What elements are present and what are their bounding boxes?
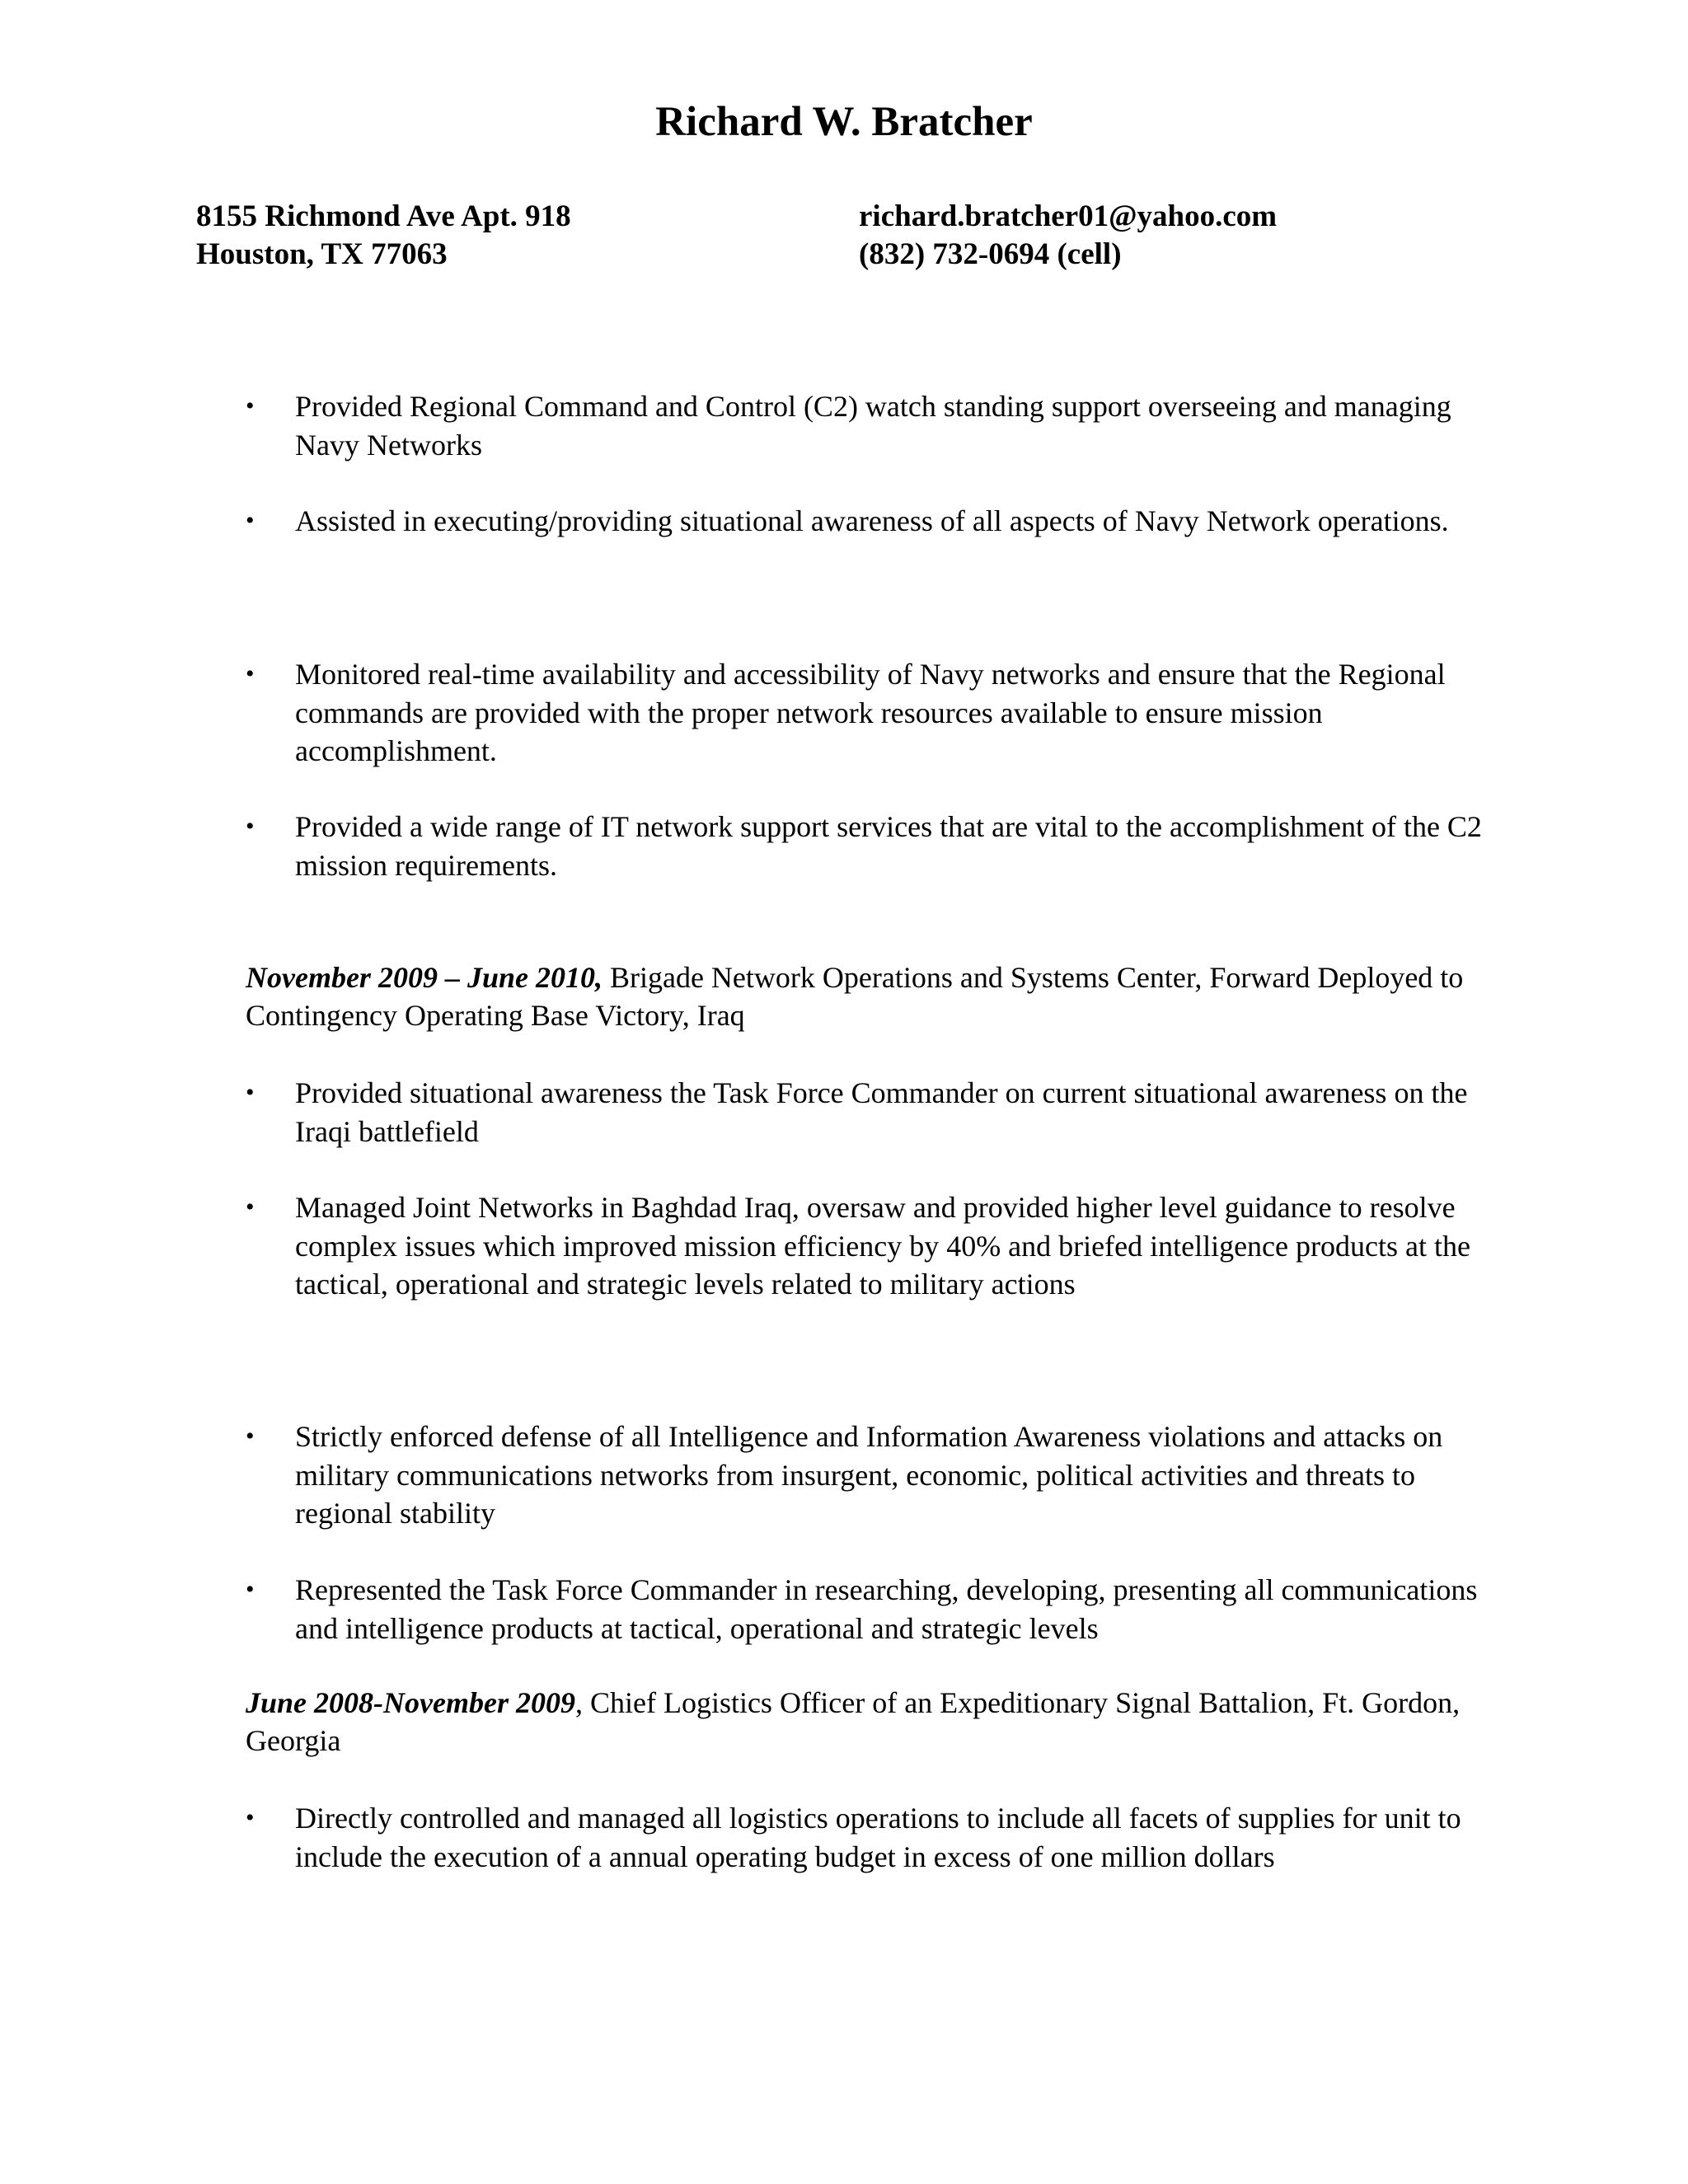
address-line-1: 8155 Richmond Ave Apt. 918 bbox=[196, 199, 571, 233]
email-text: richard.bratcher01@yahoo.com bbox=[859, 199, 1278, 233]
contact-block bbox=[859, 198, 1277, 274]
bullet-icon: • bbox=[246, 1804, 255, 1831]
bullet-icon: • bbox=[246, 813, 255, 840]
bullet-text: Provided Regional Command and Control (C2) watch standing support overseeing and managing Navy Networks bbox=[295, 390, 1451, 462]
phone-text: (832) 732-0694 (cell) bbox=[859, 237, 1122, 271]
bullet-text: Strictly enforced defense of all Intelligence and Information Awareness violations and attacks on military communications networks from insurgent, economic, political activities and threats to regional stability bbox=[295, 1420, 1443, 1530]
bullet-text: Directly controlled and managed all logistics operations to include all facets of supplies for unit to include the execution of a annual operating budget in excess of one million dollars bbox=[295, 1802, 1461, 1873]
address-block bbox=[196, 198, 571, 274]
bullet-icon: • bbox=[246, 392, 255, 419]
address-line-2: Houston, TX 77063 bbox=[196, 237, 448, 271]
job-description: Brigade Network Operations and Systems Center, Forward Deployed to Contingency Operating Base Victory, Iraq bbox=[246, 961, 1464, 1032]
candidate-name: Richard W. Bratcher bbox=[655, 99, 1033, 145]
job-dates: November 2009 – June 2010, bbox=[246, 961, 603, 994]
job-dates: June 2008-November 2009 bbox=[246, 1686, 575, 1719]
bullet-text: Provided a wide range of IT network support services that are vital to the accomplishment of the C2 mission requirements. bbox=[295, 810, 1482, 882]
bullet-icon: • bbox=[246, 1422, 255, 1450]
job-description: , Chief Logistics Officer of an Expeditionary Signal Battalion, Ft. Gordon, Georgia bbox=[246, 1686, 1461, 1757]
bullet-icon: • bbox=[246, 1193, 255, 1221]
bullet-icon: • bbox=[246, 1576, 255, 1603]
job-heading bbox=[246, 1684, 1482, 1760]
bullet-text: Assisted in executing/providing situational awareness of all aspects of Navy Network operations. bbox=[295, 504, 1449, 537]
job-heading bbox=[246, 958, 1482, 1034]
bullet-icon: • bbox=[246, 1079, 255, 1106]
bullet-text: Provided situational awareness the Task Force Commander on current situational awareness on the Iraqi battlefield bbox=[295, 1076, 1468, 1148]
bullet-icon: • bbox=[246, 507, 255, 534]
bullet-text: Managed Joint Networks in Baghdad Iraq, oversaw and provided higher level guidance to resolve complex issues which improved mission efficiency by 40% and briefed intelligence products at the tactical, operational and strategic levels related to military actions bbox=[295, 1191, 1470, 1301]
bullet-text: Represented the Task Force Commander in researching, developing, presenting all communications and intelligence products at tactical, operational and strategic levels bbox=[295, 1573, 1478, 1645]
bullet-icon: • bbox=[246, 660, 255, 687]
bullet-text: Monitored real-time availability and accessibility of Navy networks and ensure that the Regional commands are provided with the proper network resources available to ensure mission accomplishment. bbox=[295, 658, 1446, 767]
